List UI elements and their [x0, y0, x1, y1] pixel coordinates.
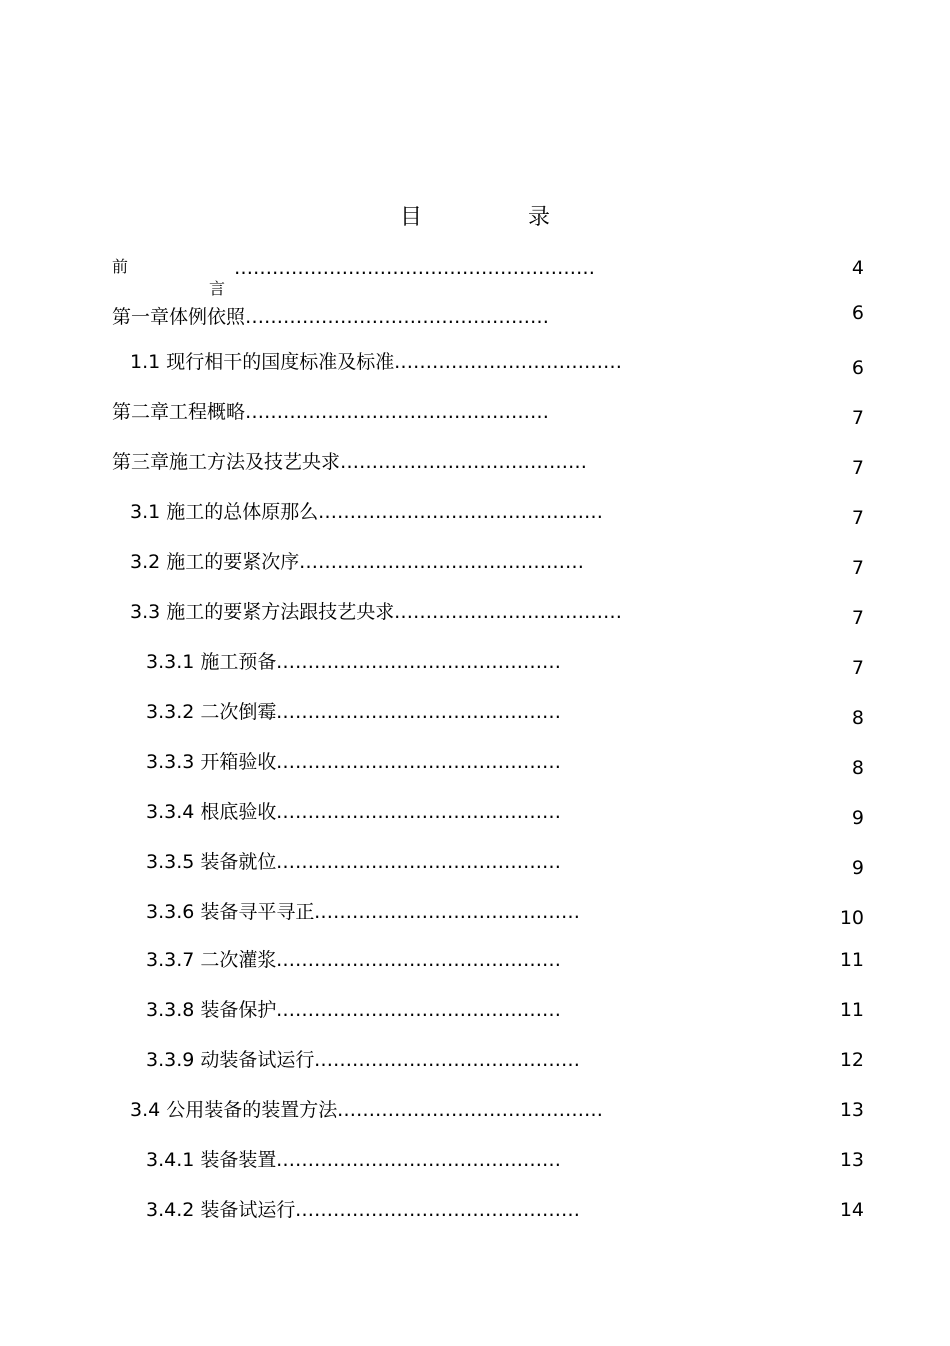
- toc-page-number: 13: [839, 1099, 864, 1121]
- toc-page-number: 7: [851, 607, 864, 629]
- toc-title-right: 录: [528, 205, 551, 230]
- toc-entry-label: 3.4.1 装备装置: [146, 1149, 277, 1171]
- toc-entry[interactable]: [0, 1195, 950, 1225]
- toc-entry-label: 3.4 公用装备的装置方法: [130, 1099, 338, 1121]
- toc-page-number: 14: [839, 1199, 864, 1221]
- toc-leader-dots: ……………………………………: [337, 1099, 603, 1121]
- toc-page-number: 7: [851, 507, 864, 529]
- toc-page-number: 7: [851, 407, 864, 429]
- toc-leader-dots: ………………………………………: [318, 501, 603, 523]
- toc-entry[interactable]: [0, 847, 950, 877]
- toc-entry-label: 3.3.1 施工预备: [146, 651, 277, 673]
- toc-entry-label: 3.3.9 动装备试运行: [146, 1049, 315, 1071]
- toc-entry-label: 3.2 施工的要紧次序: [130, 551, 300, 573]
- toc-leader-dots: ………………………………………: [276, 1149, 561, 1171]
- toc-page-number: 9: [851, 807, 864, 829]
- toc-entry[interactable]: [0, 647, 950, 677]
- toc-entry[interactable]: [0, 397, 950, 427]
- toc-entry[interactable]: [0, 697, 950, 727]
- toc-entry-label: 3.4.2 装备试运行: [146, 1199, 296, 1221]
- toc-entry-label: 3.3.2 二次倒霉: [146, 701, 277, 723]
- toc-entry[interactable]: [0, 347, 950, 377]
- toc-page-number: 8: [851, 707, 864, 729]
- toc-entry[interactable]: [0, 797, 950, 827]
- toc-leader-dots: ………………………………………: [299, 551, 584, 573]
- toc-leader-dots: …………………………………………: [245, 306, 549, 328]
- toc-title-left: 目: [399, 205, 422, 230]
- toc-leader-dots: ………………………………………: [276, 801, 561, 823]
- toc-entry[interactable]: [0, 302, 950, 332]
- toc-page-number: 6: [851, 357, 864, 379]
- toc-entry-label: 3.3.4 根底验收: [146, 801, 277, 823]
- toc-entry[interactable]: [0, 597, 950, 627]
- toc-page-number: 11: [839, 949, 864, 971]
- toc-page-number: 7: [851, 557, 864, 579]
- toc-entry-label: 3.3 施工的要紧方法跟技艺央求: [130, 601, 395, 623]
- toc-page-number: 8: [851, 757, 864, 779]
- toc-leader-dots: ………………………………………: [295, 1199, 580, 1221]
- toc-entry-label: 第二章工程概略: [112, 401, 246, 423]
- toc-leader-dots: ……………………………………: [314, 901, 580, 923]
- toc-title: [0, 200, 950, 231]
- toc-entry-label: 3.3.3 开箱验收: [146, 751, 277, 773]
- toc-entry[interactable]: [0, 747, 950, 777]
- toc-page-number: 13: [839, 1149, 864, 1171]
- toc-entry-label: 3.3.8 装备保护: [146, 999, 277, 1021]
- toc-leader-dots: ………………………………………: [276, 651, 561, 673]
- toc-leader-dots: …………………………………: [340, 451, 587, 473]
- toc-page-number: 10: [839, 907, 864, 929]
- toc-entry-label: 第一章体例依照: [112, 306, 246, 328]
- toc-leader-dots: ………………………………………: [276, 949, 561, 971]
- preface-label-second: 言: [209, 279, 226, 298]
- toc-entry[interactable]: [0, 1145, 950, 1175]
- toc-entry[interactable]: [0, 497, 950, 527]
- toc-leader-dots: ……………………………………: [314, 1049, 580, 1071]
- preface-leader-dots: …………………………………………………: [234, 257, 595, 279]
- toc-entry[interactable]: [0, 945, 950, 975]
- toc-entry-label: 3.3.5 装备就位: [146, 851, 277, 873]
- toc-page-number: 7: [851, 657, 864, 679]
- toc-entry[interactable]: [0, 897, 950, 927]
- toc-entry[interactable]: [0, 1045, 950, 1075]
- toc-entry[interactable]: [0, 547, 950, 577]
- toc-leader-dots: ………………………………………: [276, 851, 561, 873]
- preface-label-first: 前: [112, 257, 129, 276]
- toc-entry-label: 3.3.7 二次灌浆: [146, 949, 277, 971]
- toc-leader-dots: ………………………………: [394, 601, 622, 623]
- toc-entry[interactable]: [0, 995, 950, 1025]
- toc-page-number: 9: [851, 857, 864, 879]
- toc-leader-dots: ………………………………: [394, 351, 622, 373]
- toc-leader-dots: ………………………………………: [276, 999, 561, 1021]
- toc-page-number: 6: [851, 302, 864, 324]
- toc-entry-label: 3.1 施工的总体原那么: [130, 501, 319, 523]
- toc-leader-dots: ………………………………………: [276, 751, 561, 773]
- toc-entry-label: 第三章施工方法及技艺央求: [112, 451, 341, 473]
- toc-page-number: 7: [851, 457, 864, 479]
- toc-leader-dots: …………………………………………: [245, 401, 549, 423]
- toc-entry[interactable]: [0, 447, 950, 477]
- toc-entry-label: 1.1 现行相干的国度标准及标准: [130, 351, 395, 373]
- toc-page-number: 12: [839, 1049, 864, 1071]
- toc-leader-dots: ………………………………………: [276, 701, 561, 723]
- toc-page-number: 11: [839, 999, 864, 1021]
- toc-entry[interactable]: [0, 1095, 950, 1125]
- preface-page-number: 4: [851, 257, 864, 279]
- toc-entry-label: 3.3.6 装备寻平寻正: [146, 901, 315, 923]
